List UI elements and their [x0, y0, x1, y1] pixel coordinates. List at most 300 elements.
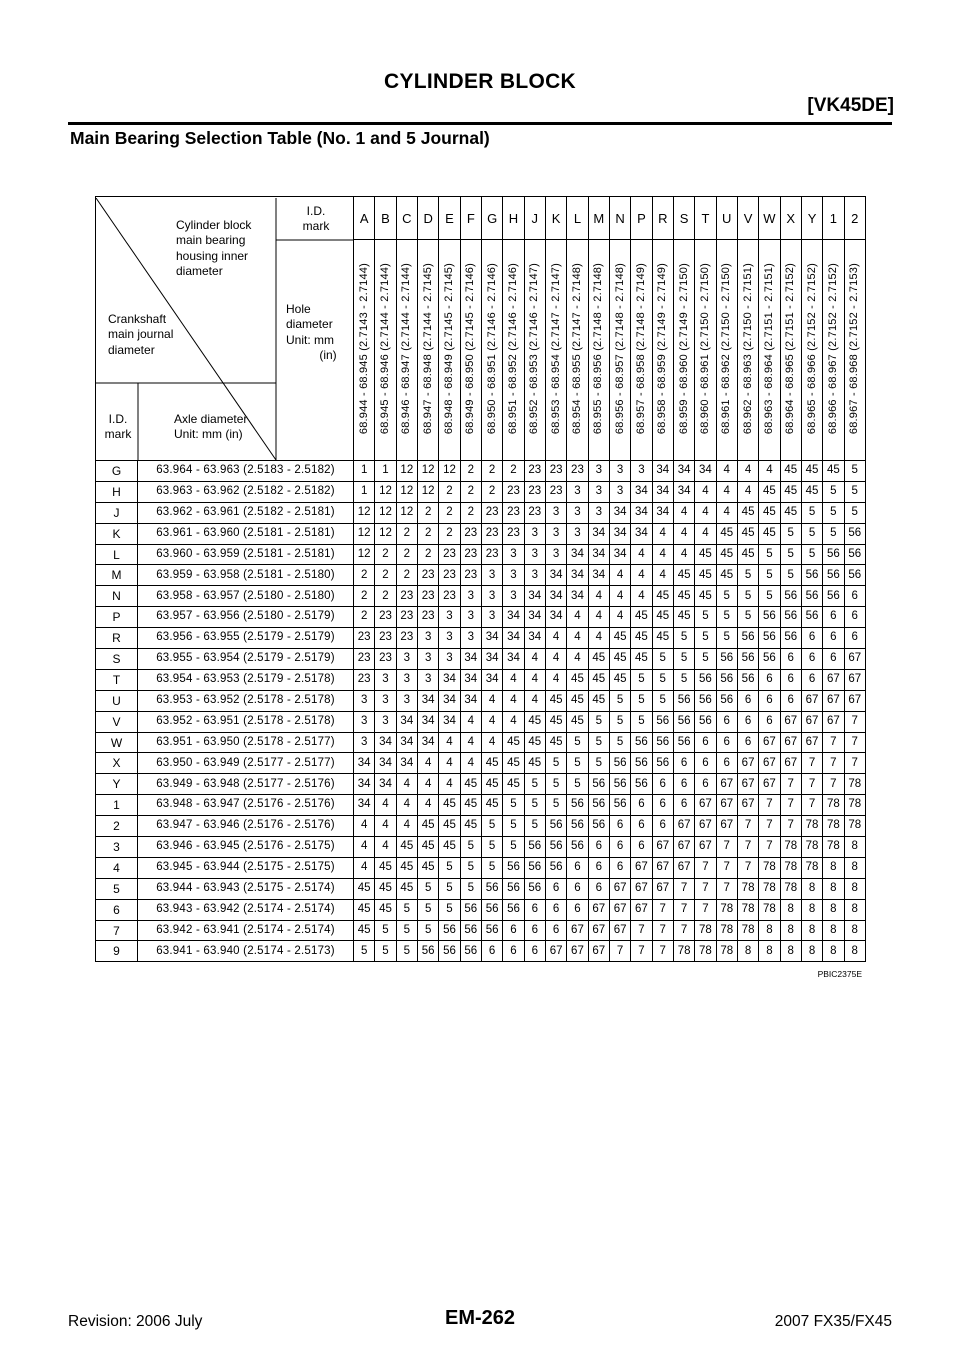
bearing-grade-cell: 6	[844, 607, 865, 628]
bearing-grade-cell: 12	[375, 523, 396, 544]
bearing-grade-cell: 5	[695, 607, 716, 628]
bearing-grade-cell: 56	[439, 941, 460, 962]
bearing-grade-cell: 2	[460, 502, 481, 523]
bearing-grade-cell: 23	[354, 669, 375, 690]
figure-code: PBIC2375E	[817, 969, 862, 979]
bearing-grade-cell: 3	[588, 502, 609, 523]
bearing-grade-cell: 45	[631, 607, 652, 628]
corner-header	[96, 198, 353, 460]
table-row	[96, 753, 866, 774]
table-row	[96, 690, 866, 711]
bearing-grade-cell: 67	[695, 837, 716, 858]
axle-diameter: 63.960 - 63.959 (2.5181 - 2.5181)	[138, 544, 354, 565]
bearing-grade-cell: 56	[673, 711, 694, 732]
bearing-grade-cell: 45	[481, 795, 502, 816]
bearing-grade-cell: 6	[737, 732, 758, 753]
bearing-grade-cell: 8	[844, 837, 865, 858]
bearing-grade-cell: 34	[652, 461, 673, 482]
bearing-grade-cell: 67	[716, 774, 737, 795]
bearing-grade-cell: 56	[844, 565, 865, 586]
bearing-grade-cell: 3	[460, 586, 481, 607]
bearing-grade-cell: 4	[567, 649, 588, 670]
bearing-grade-cell: 3	[503, 586, 524, 607]
bearing-grade-cell: 56	[716, 690, 737, 711]
bearing-grade-cell: 78	[780, 857, 801, 878]
bearing-grade-cell: 56	[716, 669, 737, 690]
column-diameter-cell	[588, 240, 609, 461]
bearing-grade-cell: 45	[609, 669, 630, 690]
row-idmark-label: I.D. mark	[104, 411, 132, 442]
bearing-grade-cell: 23	[524, 502, 545, 523]
bearing-grade-cell: 3	[503, 544, 524, 565]
bearing-grade-cell: 6	[695, 774, 716, 795]
bearing-grade-cell: 34	[631, 523, 652, 544]
bearing-grade-cell: 4	[588, 586, 609, 607]
bearing-grade-cell: 4	[503, 669, 524, 690]
bearing-grade-cell: 23	[481, 523, 502, 544]
bearing-grade-cell: 6	[673, 795, 694, 816]
bearing-grade-cell: 45	[695, 586, 716, 607]
row-mark: 2	[96, 816, 138, 837]
bearing-grade-cell: 34	[567, 565, 588, 586]
bearing-grade-cell: 7	[823, 753, 844, 774]
bearing-grade-cell: 6	[588, 857, 609, 878]
column-diameter: 68.944 - 68.945 (2.7143 - 2.7144)	[357, 262, 370, 434]
bearing-grade-cell: 56	[801, 586, 822, 607]
bearing-grade-cell: 4	[716, 461, 737, 482]
column-diameter: 68.961 - 68.962 (2.7150 - 2.7150)	[720, 262, 733, 434]
bearing-grade-cell: 45	[545, 711, 566, 732]
bearing-grade-cell: 67	[759, 753, 780, 774]
bearing-grade-cell: 78	[844, 774, 865, 795]
page-title: CYLINDER BLOCK	[383, 70, 577, 93]
bearing-grade-cell: 5	[375, 920, 396, 941]
column-mark: K	[545, 197, 566, 240]
bearing-grade-cell: 2	[417, 523, 438, 544]
bearing-grade-cell: 78	[737, 899, 758, 920]
bearing-grade-cell: 3	[545, 523, 566, 544]
bearing-grade-cell: 23	[503, 523, 524, 544]
bearing-grade-cell: 4	[417, 795, 438, 816]
bearing-grade-cell: 2	[439, 523, 460, 544]
bearing-grade-cell: 4	[673, 544, 694, 565]
bearing-grade-cell: 5	[695, 628, 716, 649]
bearing-grade-cell: 1	[354, 481, 375, 502]
bearing-grade-cell: 3	[375, 669, 396, 690]
bearing-grade-cell: 34	[460, 649, 481, 670]
bearing-grade-cell: 5	[567, 732, 588, 753]
bearing-grade-cell: 3	[524, 565, 545, 586]
bearing-grade-cell: 45	[481, 774, 502, 795]
bearing-grade-cell: 45	[673, 565, 694, 586]
bearing-grade-cell: 67	[609, 899, 630, 920]
bearing-grade-cell: 2	[460, 481, 481, 502]
bearing-grade-cell: 6	[503, 941, 524, 962]
bearing-grade-cell: 45	[631, 649, 652, 670]
bearing-grade-cell: 4	[354, 816, 375, 837]
bearing-grade-cell: 34	[503, 607, 524, 628]
bearing-grade-cell: 34	[567, 544, 588, 565]
bearing-grade-cell: 3	[396, 690, 417, 711]
bearing-grade-cell: 6	[801, 649, 822, 670]
bearing-grade-cell: 6	[716, 732, 737, 753]
bearing-grade-cell: 34	[396, 732, 417, 753]
bearing-grade-cell: 7	[737, 837, 758, 858]
bearing-grade-cell: 34	[631, 502, 652, 523]
bearing-grade-cell: 3	[503, 565, 524, 586]
bearing-grade-cell: 23	[354, 628, 375, 649]
bearing-grade-cell: 67	[759, 732, 780, 753]
bearing-grade-cell: 7	[737, 857, 758, 878]
bearing-grade-cell: 23	[417, 565, 438, 586]
bearing-grade-cell: 6	[588, 837, 609, 858]
bearing-grade-cell: 23	[396, 607, 417, 628]
row-mark: P	[96, 607, 138, 628]
bearing-grade-cell: 7	[631, 941, 652, 962]
bearing-grade-cell: 45	[673, 607, 694, 628]
column-diameter: 68.956 - 68.957 (2.7148 - 2.7148)	[613, 262, 626, 434]
bearing-grade-cell: 45	[780, 461, 801, 482]
bearing-grade-cell: 6	[481, 941, 502, 962]
bearing-grade-cell: 67	[737, 774, 758, 795]
axle-diameter: 63.950 - 63.949 (2.5177 - 2.5177)	[138, 753, 354, 774]
bearing-grade-cell: 3	[481, 565, 502, 586]
bearing-grade-cell: 4	[631, 586, 652, 607]
bearing-grade-cell: 56	[567, 816, 588, 837]
vehicle-model-label: 2007 FX35/FX45	[774, 1313, 892, 1330]
bearing-grade-cell: 5	[844, 502, 865, 523]
bearing-grade-cell: 7	[737, 816, 758, 837]
bearing-grade-cell: 3	[417, 669, 438, 690]
bearing-grade-cell: 5	[759, 544, 780, 565]
bearing-grade-cell: 23	[439, 586, 460, 607]
bearing-grade-cell: 23	[460, 523, 481, 544]
column-mark: H	[503, 197, 524, 240]
bearing-grade-cell: 5	[439, 899, 460, 920]
bearing-grade-cell: 3	[354, 711, 375, 732]
axle-diameter: 63.941 - 63.940 (2.5174 - 2.5173)	[138, 941, 354, 962]
bearing-grade-cell: 7	[780, 774, 801, 795]
bearing-grade-cell: 56	[823, 565, 844, 586]
bearing-grade-cell: 12	[375, 502, 396, 523]
bearing-grade-cell: 34	[439, 711, 460, 732]
bearing-grade-cell: 67	[759, 774, 780, 795]
column-diameter-cell	[481, 240, 502, 461]
bearing-grade-cell: 56	[695, 690, 716, 711]
bearing-grade-cell: 6	[524, 941, 545, 962]
bearing-grade-cell: 8	[801, 920, 822, 941]
bearing-grade-cell: 3	[609, 481, 630, 502]
bearing-grade-cell: 4	[716, 502, 737, 523]
bearing-grade-cell: 56	[545, 837, 566, 858]
bearing-grade-cell: 56	[503, 857, 524, 878]
bearing-grade-cell: 78	[823, 795, 844, 816]
bearing-grade-cell: 34	[354, 753, 375, 774]
bearing-grade-cell: 6	[652, 774, 673, 795]
bearing-grade-cell: 45	[780, 481, 801, 502]
bearing-grade-cell: 7	[695, 857, 716, 878]
bearing-grade-cell: 45	[737, 523, 758, 544]
bearing-grade-cell: 6	[737, 690, 758, 711]
axle-diameter: 63.964 - 63.963 (2.5183 - 2.5182)	[138, 461, 354, 482]
bearing-grade-cell: 56	[823, 586, 844, 607]
bearing-grade-cell: 12	[375, 481, 396, 502]
bearing-grade-cell: 34	[354, 774, 375, 795]
bearing-grade-cell: 34	[481, 669, 502, 690]
bearing-grade-cell: 45	[759, 502, 780, 523]
bearing-grade-cell: 6	[588, 878, 609, 899]
bearing-grade-cell: 6	[652, 795, 673, 816]
bearing-grade-cell: 6	[780, 669, 801, 690]
bearing-grade-cell: 67	[780, 753, 801, 774]
bearing-grade-cell: 5	[673, 649, 694, 670]
column-idmark-label: I.D. mark	[302, 203, 330, 234]
bearing-grade-cell: 56	[631, 753, 652, 774]
column-diameter: 68.957 - 68.958 (2.7148 - 2.7149)	[634, 262, 647, 434]
bearing-grade-cell: 6	[609, 816, 630, 837]
bearing-grade-cell: 45	[737, 502, 758, 523]
bearing-grade-cell: 5	[588, 711, 609, 732]
table-row	[96, 732, 866, 753]
table-row	[96, 941, 866, 962]
bearing-grade-cell: 5	[545, 774, 566, 795]
bearing-grade-cell: 7	[652, 941, 673, 962]
bearing-grade-cell: 6	[823, 649, 844, 670]
table-row	[96, 544, 866, 565]
bearing-grade-cell: 4	[609, 565, 630, 586]
bearing-grade-cell: 8	[759, 920, 780, 941]
bearing-grade-cell: 5	[524, 774, 545, 795]
bearing-grade-cell: 23	[375, 628, 396, 649]
bearing-grade-cell: 34	[481, 649, 502, 670]
bearing-grade-cell: 56	[673, 690, 694, 711]
row-mark: R	[96, 628, 138, 649]
bearing-grade-cell: 56	[759, 628, 780, 649]
bearing-grade-cell: 8	[780, 920, 801, 941]
bearing-grade-cell: 2	[354, 586, 375, 607]
bearing-grade-cell: 56	[567, 795, 588, 816]
bearing-grade-cell: 34	[481, 628, 502, 649]
row-mark: 9	[96, 941, 138, 962]
bearing-selection-table	[95, 196, 866, 962]
bearing-grade-cell: 45	[503, 732, 524, 753]
bearing-grade-cell: 4	[375, 837, 396, 858]
table-row	[96, 502, 866, 523]
bearing-grade-cell: 6	[631, 837, 652, 858]
bearing-grade-cell: 7	[695, 899, 716, 920]
column-diameter-cell	[609, 240, 630, 461]
bearing-grade-cell: 7	[759, 816, 780, 837]
row-mark: W	[96, 732, 138, 753]
bearing-grade-cell: 3	[439, 649, 460, 670]
axle-diameter: 63.944 - 63.943 (2.5175 - 2.5174)	[138, 878, 354, 899]
bearing-grade-cell: 45	[716, 565, 737, 586]
bearing-grade-cell: 4	[695, 481, 716, 502]
bearing-grade-cell: 56	[844, 523, 865, 544]
table-row	[96, 920, 866, 941]
bearing-grade-cell: 7	[695, 878, 716, 899]
bearing-grade-cell: 2	[354, 607, 375, 628]
bearing-grade-cell: 4	[375, 795, 396, 816]
bearing-grade-cell: 5	[801, 502, 822, 523]
bearing-grade-cell: 34	[524, 586, 545, 607]
bearing-grade-cell: 45	[759, 523, 780, 544]
bearing-grade-cell: 5	[716, 607, 737, 628]
axle-diameter: 63.956 - 63.955 (2.5179 - 2.5179)	[138, 628, 354, 649]
bearing-grade-cell: 6	[801, 628, 822, 649]
bearing-grade-cell: 56	[780, 607, 801, 628]
bearing-grade-cell: 45	[354, 899, 375, 920]
bearing-grade-cell: 67	[588, 899, 609, 920]
bearing-grade-cell: 3	[354, 690, 375, 711]
bearing-grade-cell: 6	[673, 774, 694, 795]
bearing-grade-cell: 45	[567, 690, 588, 711]
bearing-grade-cell: 5	[588, 732, 609, 753]
bearing-grade-cell: 56	[588, 816, 609, 837]
bearing-grade-cell: 2	[375, 544, 396, 565]
bearing-grade-cell: 34	[609, 544, 630, 565]
section-title: Main Bearing Selection Table (No. 1 and 5 Journal)	[70, 128, 490, 148]
bearing-grade-cell: 6	[609, 857, 630, 878]
bearing-grade-cell: 34	[673, 461, 694, 482]
bearing-grade-cell: 5	[375, 941, 396, 962]
bearing-grade-cell: 67	[652, 837, 673, 858]
bearing-grade-cell: 45	[481, 753, 502, 774]
bearing-grade-cell: 56	[481, 899, 502, 920]
bearing-grade-cell: 6	[737, 711, 758, 732]
column-diameter: 68.967 - 68.968 (2.7152 - 2.7153)	[848, 262, 861, 434]
row-mark: U	[96, 690, 138, 711]
bearing-grade-cell: 5	[716, 628, 737, 649]
bearing-grade-cell: 7	[759, 837, 780, 858]
bearing-grade-cell: 8	[823, 941, 844, 962]
bearing-grade-cell: 45	[609, 628, 630, 649]
hole-diameter-label: Hole diameter Unit: mm (in)	[286, 301, 337, 363]
row-mark: 3	[96, 837, 138, 858]
bearing-grade-cell: 56	[460, 899, 481, 920]
column-diameter-cell	[375, 240, 396, 461]
bearing-grade-cell: 3	[524, 544, 545, 565]
bearing-grade-cell: 56	[737, 628, 758, 649]
bearing-grade-cell: 3	[481, 586, 502, 607]
row-mark: G	[96, 461, 138, 482]
bearing-grade-cell: 56	[652, 711, 673, 732]
bearing-grade-cell: 67	[801, 711, 822, 732]
bearing-grade-cell: 2	[354, 565, 375, 586]
bearing-grade-cell: 67	[695, 795, 716, 816]
bearing-grade-cell: 7	[652, 899, 673, 920]
bearing-grade-cell: 4	[524, 669, 545, 690]
bearing-grade-cell: 34	[417, 711, 438, 732]
axle-diameter: 63.948 - 63.947 (2.5176 - 2.5176)	[138, 795, 354, 816]
bearing-grade-cell: 45	[588, 690, 609, 711]
bearing-grade-cell: 4	[524, 649, 545, 670]
bearing-grade-cell: 45	[524, 711, 545, 732]
bearing-grade-cell: 5	[396, 941, 417, 962]
column-mark: 2	[844, 197, 865, 240]
column-mark: T	[695, 197, 716, 240]
bearing-grade-cell: 45	[524, 732, 545, 753]
axle-diameter: 63.962 - 63.961 (2.5182 - 2.5181)	[138, 502, 354, 523]
table-row	[96, 669, 866, 690]
bearing-grade-cell: 78	[801, 857, 822, 878]
bearing-grade-cell: 3	[567, 502, 588, 523]
column-mark: U	[716, 197, 737, 240]
bearing-grade-cell: 56	[759, 607, 780, 628]
table-row	[96, 899, 866, 920]
axle-diameter: 63.945 - 63.944 (2.5175 - 2.5175)	[138, 857, 354, 878]
bearing-grade-cell: 34	[503, 649, 524, 670]
bearing-grade-cell: 34	[588, 523, 609, 544]
bearing-grade-cell: 56	[503, 878, 524, 899]
bearing-grade-cell: 3	[417, 628, 438, 649]
bearing-grade-cell: 56	[609, 774, 630, 795]
bearing-grade-cell: 12	[439, 461, 460, 482]
bearing-grade-cell: 67	[844, 649, 865, 670]
bearing-grade-cell: 5	[759, 565, 780, 586]
bearing-grade-cell: 8	[823, 920, 844, 941]
bearing-grade-cell: 7	[652, 920, 673, 941]
column-mark: Y	[801, 197, 822, 240]
table-row	[96, 649, 866, 670]
column-diameter-cell	[439, 240, 460, 461]
bearing-grade-cell: 56	[524, 857, 545, 878]
bearing-grade-cell: 5	[823, 502, 844, 523]
bearing-grade-cell: 56	[780, 586, 801, 607]
bearing-grade-cell: 67	[823, 669, 844, 690]
bearing-grade-cell: 2	[439, 502, 460, 523]
table-row	[96, 461, 866, 482]
bearing-grade-cell: 6	[844, 586, 865, 607]
bearing-grade-cell: 5	[524, 795, 545, 816]
bearing-grade-cell: 45	[417, 837, 438, 858]
bearing-grade-cell: 6	[503, 920, 524, 941]
bearing-grade-cell: 5	[503, 816, 524, 837]
bearing-grade-cell: 7	[801, 774, 822, 795]
bearing-grade-cell: 6	[759, 669, 780, 690]
bearing-grade-cell: 56	[609, 753, 630, 774]
column-mark: X	[780, 197, 801, 240]
column-mark: R	[652, 197, 673, 240]
bearing-grade-cell: 3	[375, 690, 396, 711]
bearing-grade-cell: 45	[417, 816, 438, 837]
bearing-grade-cell: 2	[481, 461, 502, 482]
bearing-grade-cell: 6	[545, 899, 566, 920]
bearing-grade-cell: 56	[567, 837, 588, 858]
bearing-grade-cell: 4	[439, 774, 460, 795]
axle-diameter: 63.943 - 63.942 (2.5174 - 2.5174)	[138, 899, 354, 920]
bearing-grade-cell: 5	[588, 753, 609, 774]
bearing-grade-cell: 4	[524, 690, 545, 711]
bearing-grade-cell: 5	[780, 523, 801, 544]
bearing-grade-cell: 56	[460, 920, 481, 941]
bearing-grade-cell: 34	[545, 607, 566, 628]
bearing-grade-cell: 4	[481, 690, 502, 711]
bearing-grade-cell: 67	[588, 941, 609, 962]
bearing-grade-cell: 5	[439, 857, 460, 878]
column-diameter-cell	[695, 240, 716, 461]
bearing-grade-cell: 34	[567, 586, 588, 607]
bearing-grade-cell: 5	[396, 899, 417, 920]
bearing-grade-cell: 8	[823, 899, 844, 920]
bearing-grade-cell: 78	[780, 837, 801, 858]
bearing-grade-cell: 12	[396, 481, 417, 502]
bearing-grade-cell: 67	[844, 690, 865, 711]
bearing-grade-cell: 1	[375, 461, 396, 482]
bearing-grade-cell: 34	[673, 481, 694, 502]
column-diameter: 68.950 - 68.951 (2.7146 - 2.7146)	[485, 262, 498, 434]
bearing-grade-cell: 45	[396, 837, 417, 858]
